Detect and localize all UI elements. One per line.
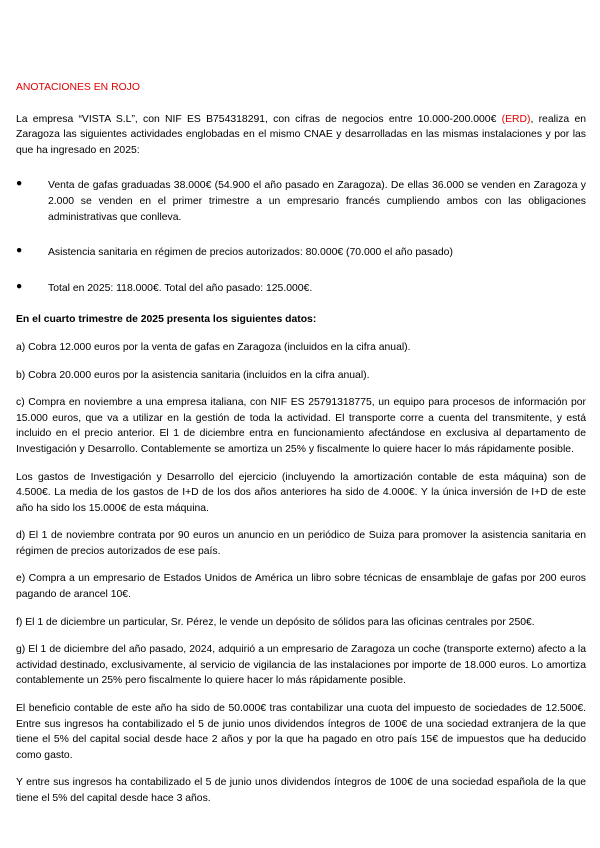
item-c: c) Compra en noviembre a una empresa italiana, con NIF ES 25791318775, un equipo para procesos de información por 15.000 euros, que va a utilizar en la gestión de toda la actividad. El transporte corre a cuenta del transmitente, y está incluido en el precio anterior. El 1 de diciembre entra en funcionamiento afectándose en exclusiva al departamento de Investigación y Desarrollo. Contablemente se amortiza un 25% y fiscalmente lo quiere hacer lo más rápidamente posible.: [16, 397, 586, 455]
section-heading: En el cuarto trimestre de 2025 presenta los siguientes datos:: [16, 314, 317, 326]
bullet-icon: ●: [16, 280, 23, 292]
bullet-icon: ●: [16, 178, 23, 190]
item-f: f) El 1 de diciembre un particular, Sr. Pérez, le vende un depósito de sólidos para las oficinas centrales por 250€.: [16, 616, 535, 628]
document-title: ANOTACIONES EN ROJO: [16, 82, 140, 93]
bullet-text: Asistencia sanitaria en régimen de precios autorizados: 80.000€ (70.000 el año pasado): [48, 247, 453, 259]
item-e: e) Compra a un empresario de Estados Unidos de América un libro sobre técnicas de ensamblaje de gafas por 200 euros pagando de arancel 10€.: [16, 573, 586, 601]
item-g: g) El 1 de diciembre del año pasado, 2024, adquirió a un empresario de Zaragoza un coche (transporte externo) afecto a la actividad destinado, exclusivamente, al servicio de vigilancia de las instalaciones por importe de 18.000 euros. Lo amortiza contablemente un 25% pero fiscalmente lo quiere hacer lo más rápidamente posible.: [16, 644, 586, 687]
bullet-text: Total en 2025: 118.000€. Total del año pasado: 125.000€.: [48, 282, 313, 294]
item-a: a) Cobra 12.000 euros por la venta de gafas en Zaragoza (incluidos en la cifra anual).: [16, 341, 411, 353]
document-page: [16, 80, 586, 807]
bullet-text: Venta de gafas graduadas 38.000€ (54.900 el año pasado en Zaragoza). De ellas 36.000 se venden en Zaragoza y 2.000 se venden en el primer trimestre a un empresario francés cumpliendo ambos con las obligaciones administrativas que conlleva.: [48, 180, 586, 223]
intro-text-start: La empresa “VISTA S.L”, con NIF ES B754318291, con cifras de negocios entre 10.000-200.000€: [16, 113, 502, 125]
profit-paragraph: El beneficio contable de este año ha sido de 50.000€ tras contabilizar una cuota del impuesto de sociedades de 12.500€. Entre sus ingresos ha contabilizado el 5 de junio unos dividendos íntegros de 100€ de una sociedad extranjera de la que tiene el 5% del capital social desde hace 2 años y por la que ha pagado en otro país 15€ de impuestos que ha deducido como gasto.: [16, 703, 586, 761]
spanish-dividends-paragraph: Y entre sus ingresos ha contabilizado el 5 de junio unos dividendos íntegros de 100€ de una sociedad española de la que tiene el 5% del capital desde hace 3 años.: [16, 777, 586, 804]
item-b: b) Cobra 20.000 euros por la asistencia sanitaria (incluidos en la cifra anual).: [16, 369, 370, 381]
intro-paragraph: [16, 112, 586, 159]
item-c-extra: Los gastos de Investigación y Desarrollo del ejercicio (incluyendo la amortización contable de esta máquina) son de 4.500€. La media de los gastos de I+D de los dos años anteriores ha sido de 4.000€. Y la única inversión de I+D de este año ha sido los 15.000€ de esta máquina.: [16, 471, 586, 514]
bullet-item: [16, 178, 586, 225]
bullet-item: [16, 245, 586, 261]
erd-annotation: (ERD): [501, 113, 531, 125]
bullet-icon: ●: [16, 245, 23, 257]
bullet-item: [16, 281, 586, 297]
item-d: d) El 1 de noviembre contrata por 90 euros un anuncio en un periódico de Suiza para promover la asistencia sanitaria en régimen de precios autorizados de ese país.: [16, 530, 586, 557]
intro-text-end: , realiza en Zaragoza las siguientes actividades englobadas en el mismo CNAE y desarrolladas en las mismas instalaciones y por las que ha ingresado en 2025:: [16, 113, 587, 156]
